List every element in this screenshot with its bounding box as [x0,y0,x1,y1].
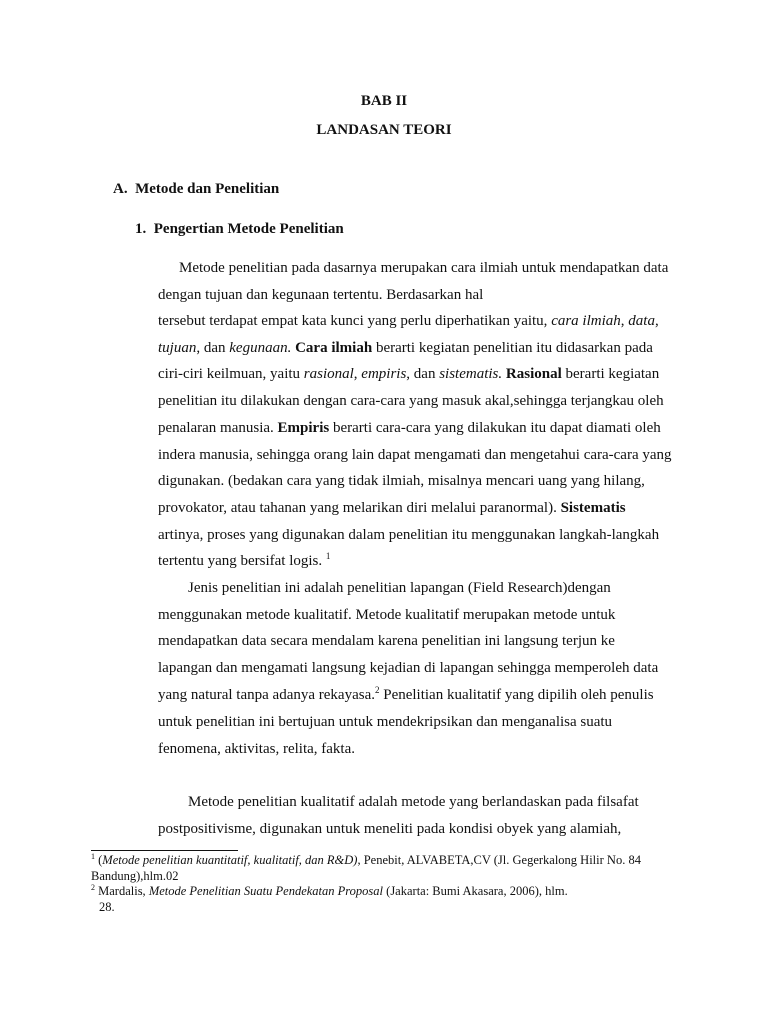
subsection-marker: 1. [135,221,147,237]
chapter-number: BAB II [360,93,408,109]
text-span: (Jakarta: Bumi Akasara, 2006), hlm. [383,884,568,898]
text-span: , [620,313,629,329]
paragraph1-line [158,340,653,357]
chapter-title: LANDASAN TEORI [316,122,452,138]
text-span: , Penebit, ALVABETA,CV (Jl. Gegerkalong Hilir No. 84 [357,853,641,867]
text-span: Mardalis, [95,884,149,898]
bold-term: Cara ilmiah [295,340,373,356]
footnote-2-continuation: 28. [99,900,115,914]
paragraph2-line: Jenis penelitian ini adalah penelitian lapangan (Field Research)dengan [188,580,611,596]
italic-term: data [628,313,655,329]
italic-title: Metode penelitian kuantitatif, kualitatif, dan R&D) [102,853,358,867]
text-span: ( [95,853,103,867]
paragraph1-line [158,366,659,383]
footnote-2 [91,884,568,899]
paragraph1-line: penelitian itu dilakukan dengan cara-cara yang masuk akal,sehingga terjangkau oleh [158,393,664,409]
bold-term: Empiris [277,420,330,436]
text-span: , [353,366,362,382]
footnote-ref: 2 [374,685,380,695]
italic-term: tujuan [158,340,197,356]
text-span: Penelitian kualitatif yang dipilih oleh penulis [379,687,654,703]
paragraph1-line: digunakan. (bedakan cara yang tidak ilmiah, misalnya mencari uang yang hilang, [158,473,645,489]
footnote-1 [91,853,641,868]
italic-term: rasional [303,366,354,382]
paragraph1-line [158,313,659,330]
paragraph3-line: Metode penelitian kualitatif adalah metode yang berlandaskan pada filsafat [188,794,639,810]
italic-term: kegunaan. [229,340,292,356]
text-span: , dan [406,366,440,382]
section-heading [113,181,279,198]
footnote-number: 1 [91,852,95,861]
italic-term: cara ilmiah [551,313,621,329]
footnote-number: 2 [91,883,95,892]
text-span: tersebut terdapat empat kata kunci yang perlu diperhatikan yaitu, [158,313,552,329]
paragraph2-line: fenomena, aktivitas, relita, fakta. [158,741,355,757]
text-span: yang natural tanpa adanya rekayasa. [158,687,375,703]
paragraph1-line: Metode penelitian pada dasarnya merupakan cara ilmiah untuk mendapatkan data [179,260,669,276]
italic-term: sistematis. [439,366,503,382]
text-span: berarti cara-cara yang dilakukan itu dapat diamati oleh [329,420,661,436]
paragraph1-line: indera manusia, sehingga orang lain dapat mengamati dan mengetahui cara-cara yang [158,447,672,463]
text-span: , dan [196,340,230,356]
italic-title: Metode Penelitian Suatu Pendekatan Proposal [148,884,384,898]
text-span: berarti kegiatan [561,366,660,382]
paragraph1-line [158,553,330,570]
paragraph2-line: lapangan dan mengamati langsung kejadian di lapangan sehingga memperoleh data [158,660,659,676]
paragraph3-line: postpositivisme, digunakan untuk meneliti pada kondisi obyek yang alamiah, [158,821,622,837]
text-span: ciri-ciri keilmuan, yaitu [158,366,304,382]
paragraph1-line: artinya, proses yang digunakan dalam penelitian itu menggunakan langkah-langkah [158,527,660,543]
paragraph1-line [158,420,661,437]
paragraph1-line [158,500,626,517]
paragraph2-line: mendapatkan data secara mendalam karena penelitian ini langsung terjun ke [158,633,615,649]
footnote-1-continuation: Bandung),hlm.02 [91,869,179,883]
bold-term: Sistematis [560,500,626,516]
subsection-label: Pengertian Metode Penelitian [153,221,344,237]
text-span: provokator, atau tahanan yang melarikan diri melalui paranormal). [158,500,561,516]
footnote-separator [91,850,238,851]
section-label: Metode dan Penelitian [135,181,280,197]
text-span: berarti kegiatan penelitian itu didasarkan pada [372,340,653,356]
paragraph2-line: menggunakan metode kualitatif. Metode kualitatif merupakan metode untuk [158,607,616,623]
text-span: penalaran manusia. [158,420,278,436]
text-span: tertentu yang bersifat logis. [158,553,326,569]
paragraph1-line: dengan tujuan dan kegunaan tertentu. Berdasarkan hal [158,287,484,303]
section-marker: A. [113,181,128,197]
paragraph2-line: untuk penelitian ini bertujuan untuk mendekripsikan dan menganalisa suatu [158,714,613,730]
text-span: , [654,313,659,329]
subsection-heading [135,221,344,238]
bold-term: Rasional [505,366,562,382]
italic-term: empiris [361,366,407,382]
footnote-ref: 1 [325,551,331,561]
paragraph2-line [158,687,654,704]
